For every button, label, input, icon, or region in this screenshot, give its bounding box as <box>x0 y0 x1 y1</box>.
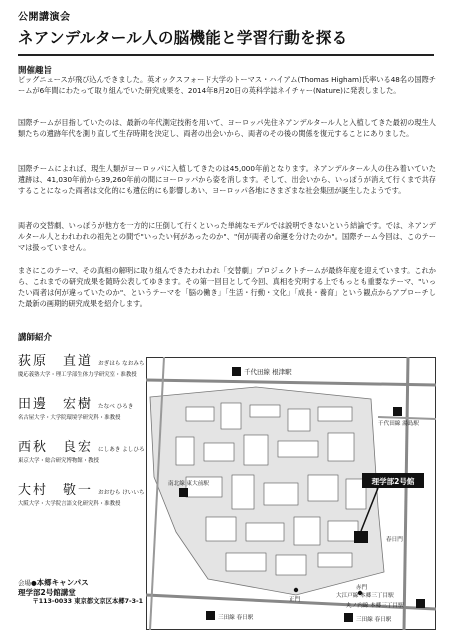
title-divider <box>18 54 434 56</box>
lecturer-kana: にしあき よしひろ <box>98 447 145 453</box>
lecturer-affiliation: 慶応義塾大学・理工学部生体力学研究室・准教授 <box>18 372 137 378</box>
chiyoda-yushima-label: 千代田線 湯島駅 <box>378 421 419 427</box>
main-gate-marker <box>294 588 298 592</box>
lecturer-name: 大村 敬一 <box>18 483 94 498</box>
campus-map <box>146 357 436 630</box>
lecturer-affiliation: 名古屋大学・大学院環境学研究科・准教授 <box>18 415 121 421</box>
campus-map-svg <box>146 357 436 630</box>
lecturer-omura <box>18 479 145 507</box>
lecturer-name: 西秋 良宏 <box>18 440 94 455</box>
oedo-line-label: 大江戸線 本郷三丁目駅 <box>336 593 394 599</box>
purpose-paragraph-2: 国際チームが目指していたのは、最新の年代測定技術を用いて、ヨーロッパ先住ネアンデルタール人と入植してきた最初の現生人類たちの遺跡年代を測り直して生存時期を決定し、両者の出会いから、両者のその後の関係を復元することにありました。 <box>18 118 436 138</box>
venue-label: 会場● <box>18 579 37 587</box>
namboku-todaimae-label: 南北線 東大前駅 <box>168 481 209 487</box>
lecturer-name: 荻原 直道 <box>18 354 94 369</box>
kasuga-gate-label: 春日門 <box>386 537 403 543</box>
main-gate-label: 正門 <box>289 597 301 603</box>
lecturer-nishiaki <box>18 436 145 464</box>
lecturer-name: 田邊 宏樹 <box>18 397 94 412</box>
venue-hall: 理学部2号館講堂 <box>18 588 76 597</box>
event-type-label: 公開講演会 <box>18 12 71 23</box>
mita-kasuga-label-left: 三田線 春日駅 <box>218 615 254 621</box>
purpose-paragraph-3: 国際チームによれば、現生人類がヨーロッパに入植してきたのは45,000年前となります。ネアンデルタール人の住み着いていた遺跡は、41,030年前から39,260年前の間にヨーロッパから姿を消します。そして、出会いから、いっぽうが消えて行くまで共存することになった両者は文化的にも遺伝的にも影響しあい、ヨーロッパ各地にさまざまな社会集団が誕生したようです。 <box>18 164 436 195</box>
mita-kasuga-label-right: 三田線 春日駅 <box>356 617 392 623</box>
station-icon <box>232 367 241 376</box>
akamon-label: 赤門 <box>356 585 368 591</box>
station-icon <box>206 611 215 620</box>
purpose-paragraph-1: ビッグニュースが飛び込んできました。英オックスフォード大学のトーマス・ハイアム(Thomas Higham)氏率いる48名の国際チームが6年間にわたって取り組んでいた研究成果を、2014年8月20日の英科学誌ネイチャー(Nature)に発表しました。 <box>18 75 436 95</box>
target-building-marker <box>354 531 368 543</box>
lecturer-tanabe <box>18 393 133 421</box>
station-icon <box>179 488 188 497</box>
station-icon <box>393 407 402 416</box>
target-building-label: 理学部2号館 <box>371 477 415 486</box>
lecturer-kana: おおむら けいいち <box>98 490 145 496</box>
lecturer-kana: おぎはら なおみち <box>98 361 145 367</box>
station-icon <box>416 599 425 608</box>
lecturer-affiliation: 東京大学・総合研究博物館・教授 <box>18 458 99 464</box>
venue-campus: 本郷キャンパス <box>36 578 89 587</box>
venue-info <box>18 578 143 606</box>
purpose-paragraph-5: まさにこのテーマ、その真相の解明に取り組んできたわれわれ「交替劇」プロジェクトチームが最終年度を迎えています。これから、これまでの研究成果を随時公表してゆきます。その第一回目として今回、真相を究明する上でもっとも重要なテーマ、"いったい両者は何が違っていたのか"、というテーマを「脳の働き」「生活・行動・文化」「成長・養育」という観点からアプローチした最新の画期的研究成果を紹介します。 <box>18 266 436 308</box>
lecturers-heading: 講師紹介 <box>18 333 53 343</box>
lecturer-affiliation: 大阪大学・大学院言語文化研究科・准教授 <box>18 501 121 507</box>
lecturer-kana: たなべ ひろき <box>98 404 134 410</box>
purpose-heading: 開催趣旨 <box>18 66 53 76</box>
chiyoda-nezu-label: 千代田線 根津駅 <box>244 368 292 376</box>
marunouchi-line-label: 丸ノ内線 本郷三丁目駅 <box>346 603 404 609</box>
header <box>18 8 434 56</box>
venue-address: 〒113-0033 東京都文京区本郷7-3-1 <box>32 598 143 605</box>
page-title: ネアンデルタール人の脳機能と学習行動を探る <box>18 28 348 47</box>
station-icon <box>344 613 353 622</box>
lecturer-ogihara <box>18 350 145 378</box>
purpose-paragraph-4: 両者の交替劇、いっぽうが他方を一方的に圧倒して行くといった単純なモデルでは説明できないという結論です。では、ネアンデルタール人とわれわれの祖先との間で"いったい何があったのか"、"何が両者の命運を分けたのか"。国際チーム今回は、このテーマは扱っていません。 <box>18 221 436 252</box>
